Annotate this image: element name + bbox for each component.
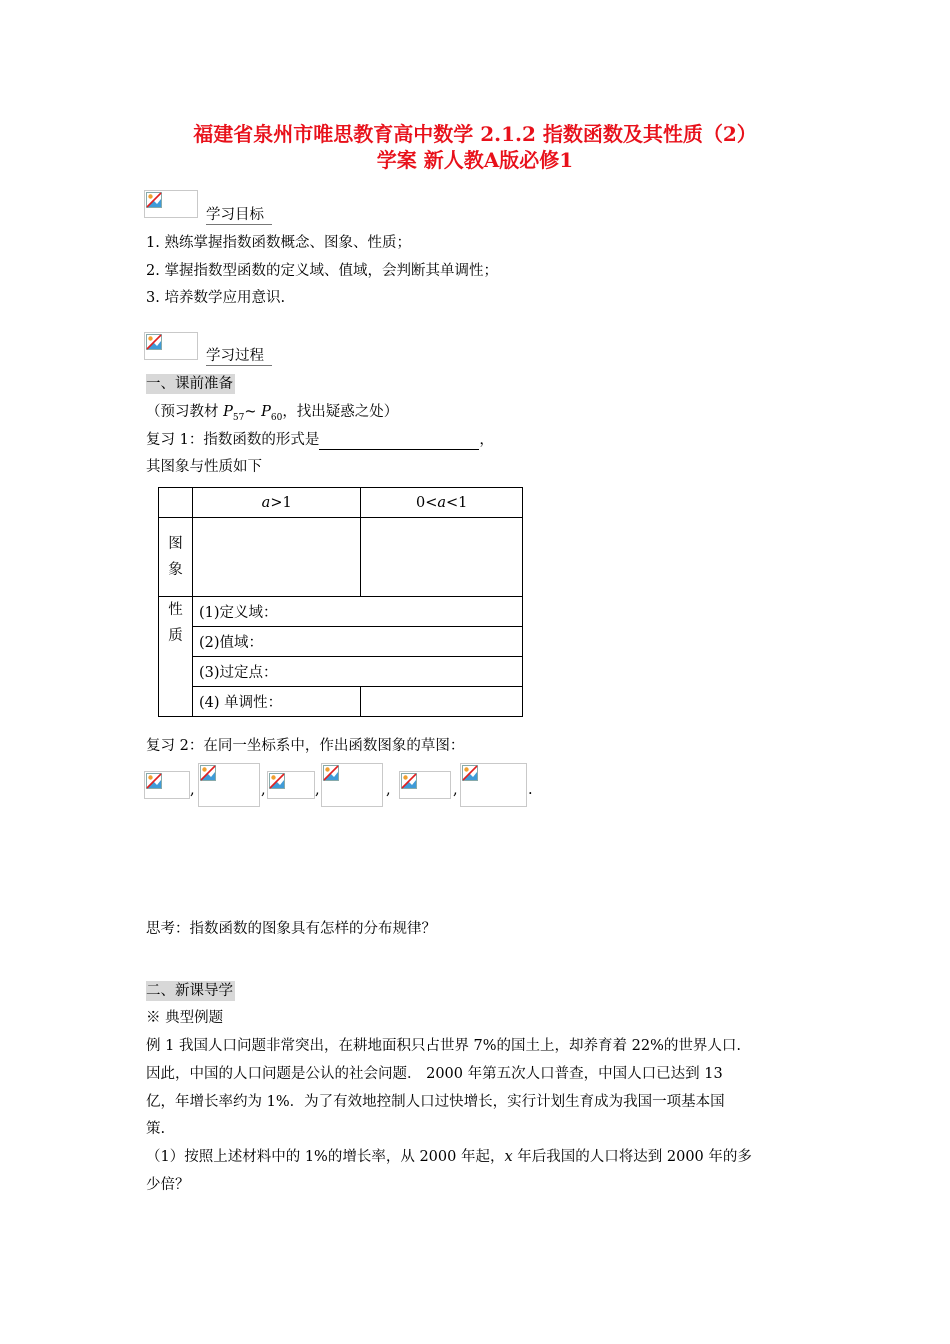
row-label-graph: 图 象: [159, 518, 193, 597]
broken-image-icon: [269, 773, 285, 789]
question1-cont: 少倍？: [146, 1177, 190, 1193]
prop-fixed-point: (3)过定点：: [192, 657, 522, 687]
prop-monotonicity-blank: [361, 687, 523, 717]
fill-blank[interactable]: [319, 435, 479, 450]
part2-heading: 二、新课导学: [146, 983, 233, 999]
function-image-2: [198, 763, 260, 807]
goals-heading: 学习目标: [206, 206, 272, 225]
goals-image: [144, 190, 198, 218]
broken-image-icon: [401, 773, 417, 789]
example1-line: 亿，年增长率约为 1%．为了有效地控制人口过快增长，实行计划生育成为我国一项基本国: [146, 1094, 725, 1110]
doc-title-line2: 学案 新人教A版必修1: [376, 148, 574, 172]
broken-image-icon: [146, 192, 162, 208]
review1-next: 其图象与性质如下: [146, 459, 262, 475]
review2: 复习 2：在同一坐标系中，作出函数图象的草图：: [146, 738, 465, 754]
broken-image-icon: [323, 765, 339, 781]
function-image-6: [460, 763, 527, 807]
properties-table: [158, 487, 523, 717]
example1-line: 例 1 我国人口问题非常突出，在耕地面积只占世界 7%的国土上，却养育着 22%的世界人口.: [146, 1038, 741, 1054]
graph-cell-a-lt-1: [361, 518, 523, 597]
prop-range: (2)值域：: [192, 627, 522, 657]
process-heading: 学习过程: [206, 347, 272, 366]
function-image-4: [321, 763, 383, 807]
part1-heading: 一、课前准备: [146, 376, 233, 392]
question1: （1）按照上述材料中的 1%的增长率，从 2000 年起，x 年后我国的人口将达到 2000 年的多: [146, 1149, 752, 1165]
header-a-lt-1: 0<a<1: [361, 488, 523, 518]
preview-note: （预习教材 $P_{57}\sim$ $P_{60}$，找出疑惑之处）: [146, 404, 399, 423]
prop-domain: (1)定义域：: [192, 597, 522, 627]
goal-item-3: 3. 培养数学应用意识.: [146, 290, 286, 306]
review1: 复习 1：指数函数的形式是 ，: [146, 432, 494, 448]
table-corner: [159, 488, 193, 518]
header-a-gt-1: a>1: [192, 488, 360, 518]
broken-image-icon: [462, 765, 478, 781]
goal-item-1: 1. 熟练掌握指数函数概念、图象、性质；: [146, 235, 411, 251]
broken-image-icon: [200, 765, 216, 781]
separator: ,: [190, 782, 195, 798]
end-period: .: [528, 782, 533, 798]
separator: ,: [315, 782, 320, 798]
broken-image-icon: [146, 334, 162, 350]
doc-title-line1: 福建省泉州市唯思教育高中数学 2.1.2 指数函数及其性质（2）: [193, 122, 757, 146]
function-image-3: [267, 771, 315, 799]
row-label-properties: 性 质: [159, 597, 193, 717]
function-image-1: [144, 771, 190, 799]
function-image-5: [399, 771, 451, 799]
graph-cell-a-gt-1: [192, 518, 360, 597]
prop-monotonicity: (4) 单调性：: [192, 687, 360, 717]
separator: ,: [386, 782, 391, 798]
think-question: 思考：指数函数的图象具有怎样的分布规律？: [146, 921, 436, 937]
example-subheading: ※ 典型例题: [146, 1010, 224, 1026]
separator: ,: [261, 782, 266, 798]
example1-line: 因此，中国的人口问题是公认的社会问题． 2000 年第五次人口普查，中国人口已达到 13: [146, 1066, 723, 1082]
goal-item-2: 2. 掌握指数型函数的定义域、值域，会判断其单调性；: [146, 263, 498, 279]
broken-image-icon: [146, 773, 162, 789]
process-image: [144, 332, 198, 360]
separator: ,: [453, 782, 458, 798]
example1-line: 策.: [146, 1121, 166, 1137]
